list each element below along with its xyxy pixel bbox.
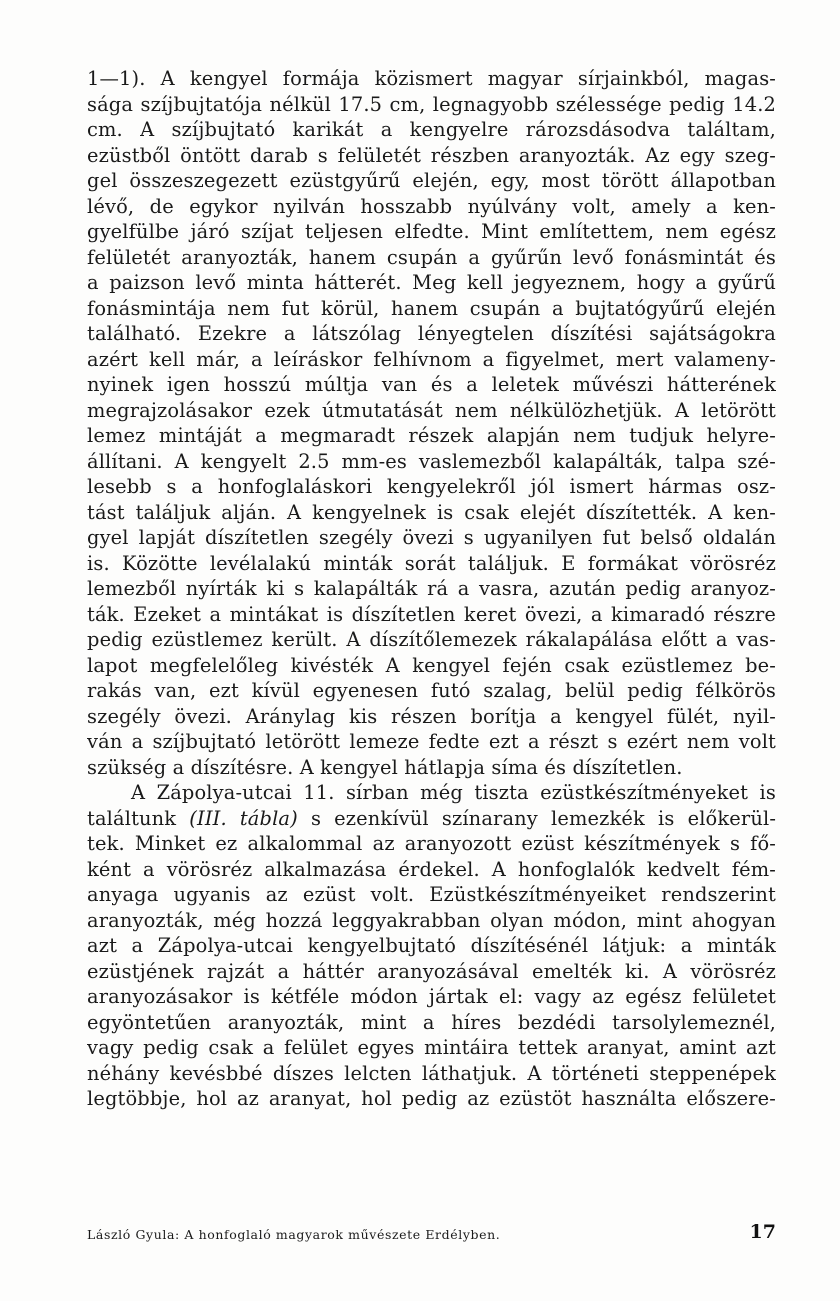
text-line: anyaga ugyanis az ezüst volt. Ezüstkészítményeiket rendszerint <box>87 883 776 906</box>
running-footer-caption: László Gyula: A honfoglaló magyarok művészete Erdélyben. <box>87 1227 501 1242</box>
text-line: 1—1). A kengyel formája közismert magyar sírjainkból, magas- <box>87 67 776 90</box>
text-line: a paizson levő minta hátterét. Meg kell jegyeznem, hogy a gyűrű <box>87 271 776 294</box>
text-line: is. Közötte levélalakú minták sorát találjuk. E formákat vörösréz <box>87 551 776 575</box>
text-line: lemezből nyírták ki s kalapálták rá a vasra, azután pedig aranyoz- <box>87 577 776 600</box>
text-line: felületét aranyozták, hanem csupán a gyűrűn levő fonásmintát és <box>87 245 776 269</box>
text-line: szükség a díszítésre. A kengyel hátlapja síma és díszítetlen. <box>87 755 683 779</box>
page-footer <box>87 1221 776 1247</box>
text-line: A Zápolya-utcai 11. sírban még tiszta ezüstkészítményeket is <box>131 781 776 804</box>
text-line: pedig ezüstlemez került. A díszítőlemezek rákalapálása előtt a vas- <box>87 628 776 651</box>
text-line: vagy pedig csak a felület egyes mintáira tettek aranyat, amint azt <box>87 1036 776 1059</box>
text-line: ezüstjének rajzát a háttér aranyozásával emelték ki. A vörösréz <box>87 959 776 983</box>
text-line: rakás van, ezt kívül egyenesen futó szalag, belül pedig félkörös <box>87 679 776 702</box>
page-number: 17 <box>749 1221 776 1243</box>
text-line: állítani. A kengyelt 2.5 mm-es vaslemezből kalapálták, talpa szé- <box>87 449 776 473</box>
text-line: megrajzolásakor ezek útmutatását nem nélkülözhetjük. A letörött <box>87 398 776 422</box>
text-line: ták. Ezeket a mintákat is díszítetlen keret övezi, a kimaradó részre <box>87 602 776 626</box>
text-line: található. Ezekre a látszólag lényegtelen díszítési sajátságokra <box>87 322 776 345</box>
text-line: lesebb s a honfoglaláskori kengyelekről jól ismert hármas osz- <box>87 475 776 498</box>
text-line: egyöntetűen aranyozták, mint a híres bezdédi tarsolylemeznél, <box>87 1010 776 1034</box>
text-line: fonásmintája nem fut körül, hanem csupán a bujtatógyűrű elején <box>87 296 776 320</box>
text-line: legtöbbje, hol az aranyat, hol pedig az ezüstöt használta előszere- <box>87 1087 776 1110</box>
text-line: ként a vörösréz alkalmazása érdekel. A honfoglalók kedvelt fém- <box>87 857 776 881</box>
text-line: néhány kevésbbé díszes lelcten láthatjuk. A történeti steppenépek <box>87 1061 776 1085</box>
text-line: nyinek igen hosszú múltja van és a leletek művészi hátterének <box>87 373 776 396</box>
text-line: azt a Zápolya-utcai kengyelbujtató díszítésénél látjuk: a minták <box>87 934 776 957</box>
body-text <box>87 66 776 1112</box>
text-line: gel összeszegezett ezüstgyűrű elején, egy, most törött állapotban <box>87 169 776 192</box>
text-line: ezüstből öntött darab s felületét részben aranyozták. Az egy szeg- <box>87 143 776 167</box>
text-line: gyelfülbe járó szíjat teljesen elfedte. Mint említettem, nem egész <box>87 220 776 243</box>
text-line: azért kell már, a leíráskor felhívnom a figyelmet, mert valameny- <box>87 347 776 371</box>
text-line: lemez mintáját a megmaradt részek alapján nem tudjuk helyre- <box>87 424 776 447</box>
plate-reference: (III. tábla) <box>189 806 298 830</box>
text-line: tást találjuk alján. A kengyelnek is csak elejét díszítették. A ken- <box>87 500 776 524</box>
text-line: lévő, de egykor nyilván hosszabb nyúlvány volt, amely a ken- <box>87 194 776 218</box>
text-line: lapot megfelelőleg kivésték A kengyel fején csak ezüstlemez be- <box>87 653 776 677</box>
paragraph <box>87 66 776 780</box>
text-line: gyel lapját díszítetlen szegély övezi s ugyanilyen fut belső oldalán <box>87 526 776 549</box>
text-line: aranyozták, még hozzá leggyakrabban olyan módon, mint ahogyan <box>87 908 776 932</box>
text-line: sága szíjbujtatója nélkül 17.5 cm, legnagyobb szélessége pedig 14.2 <box>87 92 776 116</box>
paragraph <box>87 780 776 1112</box>
text-line: ván a szíjbujtató letörött lemeze fedte ezt a részt s ezért nem volt <box>87 730 776 753</box>
text-line: találtunk (III. tábla) s ezenkívül színarany lemezkék is előkerül- <box>87 806 776 830</box>
text-line: aranyozásakor is kétféle módon jártak el: vagy az egész felületet <box>87 985 776 1008</box>
text-line: szegély övezi. Aránylag kis részen borítja a kengyel fülét, nyil- <box>87 704 776 728</box>
text-line: tek. Minket ez alkalommal az aranyozott ezüst készítmények s fő- <box>87 832 776 855</box>
text-line: cm. A szíjbujtató karikát a kengyelre rározsdásodva találtam, <box>87 118 776 141</box>
